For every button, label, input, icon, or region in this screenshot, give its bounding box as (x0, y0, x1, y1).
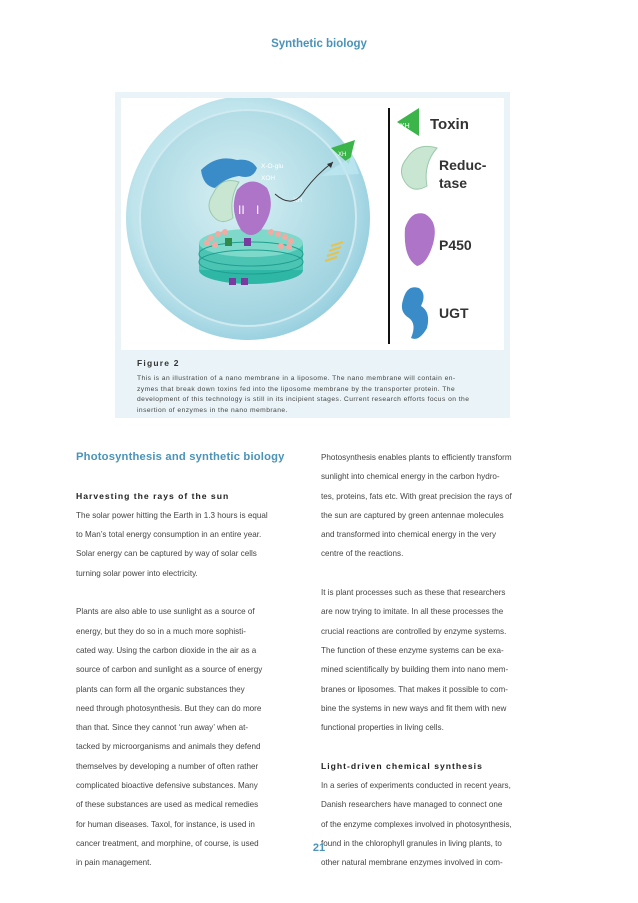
label-roman-two: II (238, 203, 245, 217)
toxin-icon (397, 108, 419, 136)
text-line: bine the systems in new ways and fit them with new (321, 703, 507, 713)
text-line: The function of these enzyme systems can be exa- (321, 645, 504, 655)
text-line: Photosynthesis enables plants to efficiently transform (321, 453, 512, 462)
text-line: centre of the reactions. (321, 549, 404, 559)
subheading-light-driven: Light-driven chemical synthesis (321, 760, 483, 771)
text-line: Danish researchers have managed to connect one (321, 800, 503, 810)
text-line: In a series of experiments conducted in recent years, (321, 781, 511, 791)
text-line: complicated bioactive defensive substances. Many (76, 781, 258, 791)
text-line: tes, proteins, fats etc. With great precision the rays of (321, 491, 512, 501)
text-line: cancer treatment, and morphine, of course, is used (76, 838, 259, 848)
label-xh: XH (293, 197, 303, 204)
text-line: of these substances are used as medical remedies (76, 800, 259, 810)
caption-text (137, 374, 497, 416)
caption-line: development of this technology is still in its incipient stages. Current research efforts focus on the (137, 396, 470, 403)
text-line: themselves by developing a number of often rather (76, 761, 259, 771)
text-line: energy, but they do so in a much more sophisti- (76, 626, 246, 636)
text-line: Plants are also able to use sunlight as a source of (76, 607, 255, 617)
text-line: found in the chlorophyll granules in living plants, to (321, 838, 502, 848)
text-line: than that. Since they cannot ‘run away’ when at- (76, 723, 249, 733)
running-header: Synthetic biology (271, 38, 367, 50)
text-line: Solar energy can be captured by way of solar cells (76, 549, 257, 559)
text-line: The solar power hitting the Earth in 1.3 hours is equal (76, 510, 268, 520)
figure-2 (115, 92, 510, 418)
text-line: sunlight into chemical energy in the carbon hydro- (321, 472, 500, 482)
text-line: crucial reactions are controlled by enzyme systems. (321, 626, 507, 636)
text-line: functional properties in living cells. (321, 723, 444, 733)
left-column (76, 448, 304, 873)
text-line: the sun are captured by green antennae molecules (321, 510, 504, 520)
text-line: cated way. Using the carbon dioxide in the air as a (76, 645, 257, 655)
text-line: are now trying to imitate. In all these processes the (321, 607, 504, 617)
reductase-icon (401, 146, 437, 189)
label-xoh: XOH (261, 175, 276, 182)
legend-p450-label: P450 (439, 237, 472, 253)
subheading-harvesting: Harvesting the rays of the sun (76, 490, 230, 501)
text-line: in pain management. (76, 858, 152, 868)
figure-caption (137, 358, 497, 416)
label-xo-glu: X-O-glu (261, 163, 284, 170)
legend-reductase-label-1: Reduc- (439, 157, 487, 173)
caption-line: insertion of enzymes in the nano membrane. (137, 406, 288, 414)
text-line: turning solar power into electricity. (76, 568, 198, 578)
right-column (321, 448, 549, 873)
text-line: to Man’s total energy consumption in an entire year. (76, 530, 262, 540)
caption-line: zymes that break down toxins fed into the liposome membrane by the transporter protein. The (137, 385, 456, 393)
text-line: need through photosynthesis. But they can do more (76, 703, 262, 713)
ugt-icon (402, 287, 428, 339)
text-line: and transformed into chemical energy in the very (321, 530, 497, 540)
page-number: 21 (312, 842, 326, 854)
legend-toxin-label: Toxin (430, 116, 469, 133)
text-line: mined scientifically by building them into nano mem- (321, 665, 509, 675)
text-line: other natural membrane enzymes involved in com- (321, 858, 503, 868)
text-line: of the enzyme complexes involved in photosynthesis, (321, 819, 512, 829)
liposome-diagram (121, 98, 504, 350)
legend-ugt-label: UGT (439, 305, 469, 321)
text-line: source of carbon and sunlight as a source of energy (76, 665, 263, 675)
legend-reductase-label-2: tase (439, 175, 468, 191)
text-line: for human diseases. Taxol, for instance, is used in (76, 819, 255, 829)
label-roman-one: I (256, 203, 260, 217)
text-line: It is plant processes such as these that researchers (321, 588, 506, 598)
p450-icon (405, 213, 435, 266)
caption-line: This is an illustration of a nano membrane in a liposome. The nano membrane will contain en- (137, 375, 456, 382)
text-line: branes or liposomes. That makes it possible to com- (321, 684, 508, 694)
section-heading: Photosynthesis and synthetic biology (76, 451, 285, 463)
caption-title: Figure 2 (137, 358, 180, 368)
text-line: plants can form all the organic substances they (76, 684, 245, 694)
label-xh-toxin: XH (338, 152, 347, 158)
figure-illustration (121, 98, 504, 350)
text-line: tacked by microorganisms and animals they defend (76, 742, 261, 752)
legend-toxin-icon-text: XH (400, 123, 410, 130)
